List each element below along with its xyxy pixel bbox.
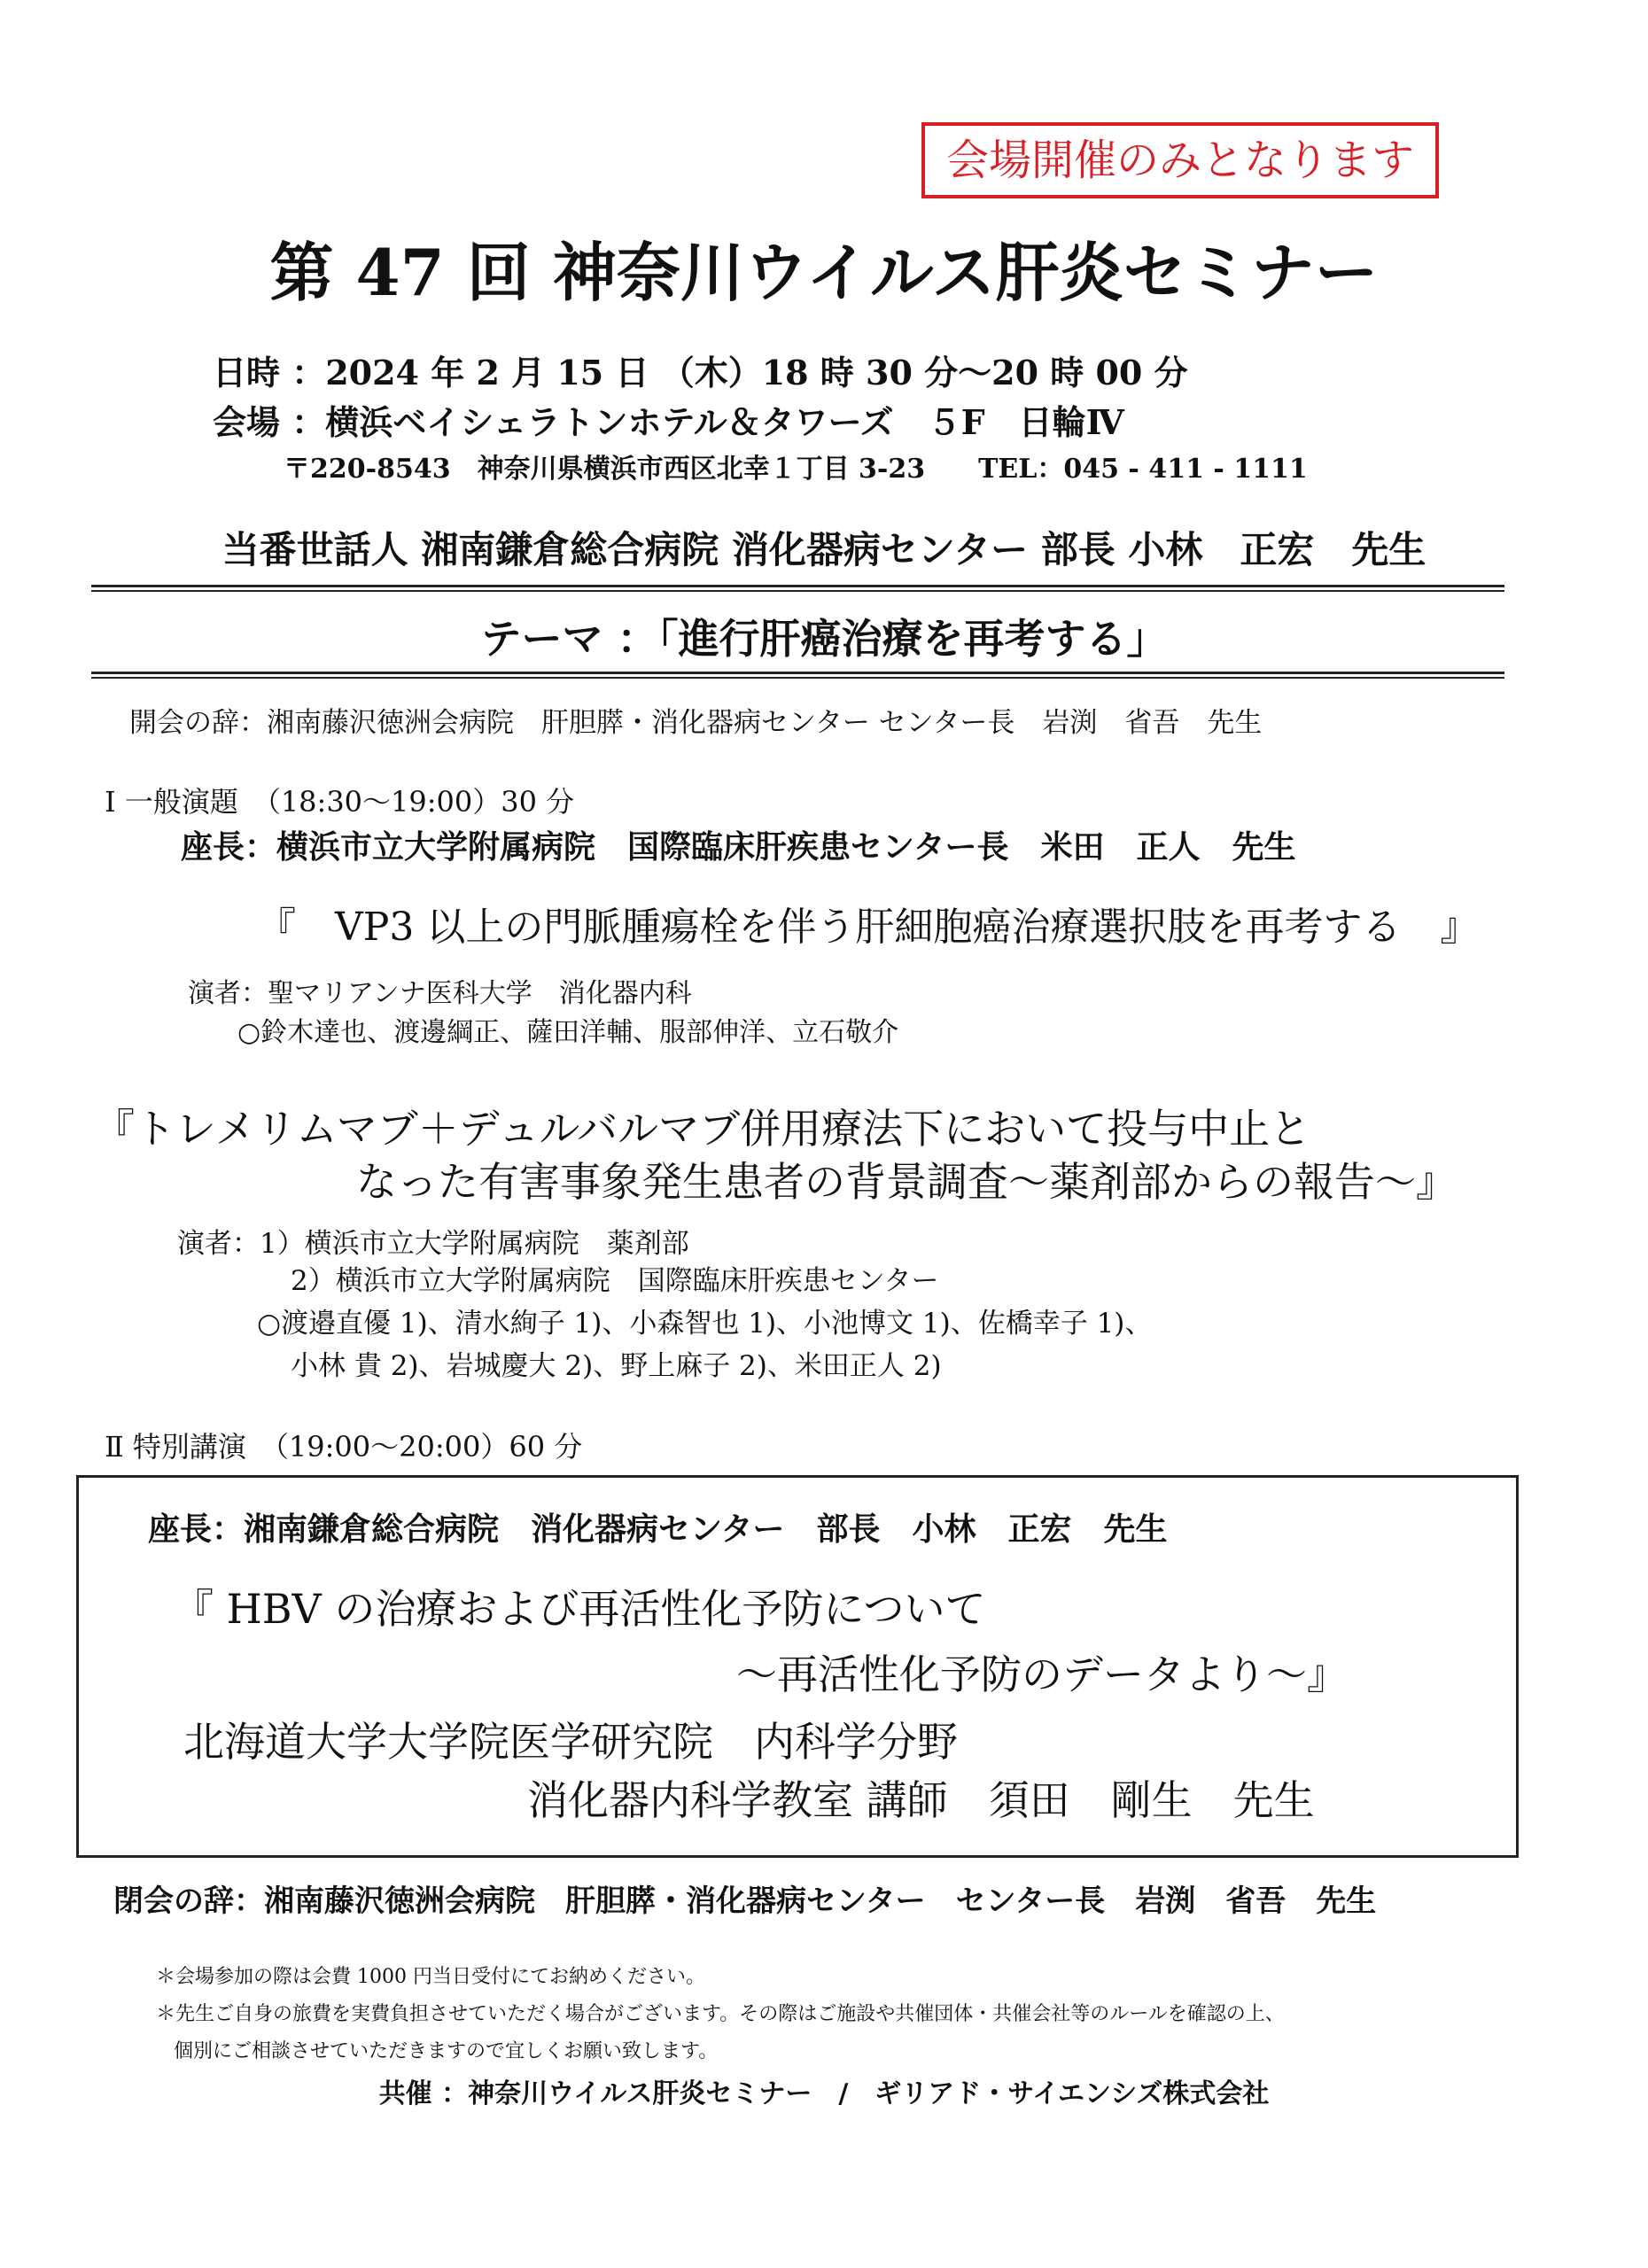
- talk1-speaker-names: ○鈴木達也、渡邊綱正、薩田洋輔、服部伸洋、立石敬介: [237, 1017, 899, 1048]
- special-lecture-speaker-line1: 北海道大学大学院医学研究院 内科学分野: [183, 1718, 958, 1766]
- talk2-speaker-line1: 演者：1）横浜市立大学附属病院 薬剤部: [177, 1228, 689, 1260]
- talk2-title-line2: なった有害事象発生患者の背景調査～薬剤部からの報告～』: [356, 1158, 1457, 1206]
- note-consult: 個別にご相談させていただきますので宜しくお願い致します。: [174, 2040, 719, 2062]
- event-address: 〒220-8543 神奈川県横浜市西区北幸１丁目 3-23 TEL：045 - 411 - 1111: [284, 454, 1308, 485]
- talk2-speaker-line3: ○渡邉直優 1)、清水絢子 1)、小森智也 1)、小池博文 1)、佐橋幸子 1)、: [257, 1308, 1153, 1340]
- cosponsor: 共催 ：神奈川ウイルス肝炎セミナー / ギリアド・サイエンシズ株式会社: [378, 2078, 1270, 2109]
- talk1-title: 『 VP3 以上の門脈腫瘍栓を伴う肝細胞癌治療選択肢を再考する 』: [257, 905, 1480, 950]
- special-lecture-title-line1: 『 HBV の治療および再活性化予防について: [173, 1585, 986, 1633]
- note-fee: ＊会場参加の際は会費 1000 円当日受付にてお納めください。: [156, 1966, 705, 1988]
- divider-bottom: [91, 672, 1504, 679]
- organizer: 当番世話人 湘南鎌倉総合病院 消化器病センター 部長 小林 正宏 先生: [222, 528, 1426, 571]
- section1-chair: 座長：横浜市立大学附属病院 国際臨床肝疾患センター長 米田 正人 先生: [181, 828, 1296, 866]
- section1-heading: Ⅰ 一般演題 （18:30～19:00）30 分: [105, 785, 575, 819]
- talk2-speaker-line2: 2）横浜市立大学附属病院 国際臨床肝疾患センター: [291, 1265, 939, 1297]
- event-date: 日時 ：2024 年 2 月 15 日 （木）18 時 30 分～20 時 00 分: [213, 353, 1188, 392]
- talk2-title-line1: 『トレメリムマブ＋デュルバルマブ併用療法下において投与中止と: [94, 1105, 1311, 1153]
- special-lecture-box: [76, 1475, 1519, 1858]
- venue-only-notice: 会場開催のみとなります: [921, 122, 1439, 198]
- page-title: 第 47 回 神奈川ウイルス肝炎セミナー: [269, 235, 1379, 310]
- opening-remarks: 開会の辞：湘南藤沢徳洲会病院 肝胆膵・消化器病センター センター長 岩渕 省吾 先生: [129, 707, 1263, 739]
- theme: テーマ ：「進行肝癌治療を再考する」: [480, 615, 1168, 663]
- talk1-speaker-affiliation: 演者：聖マリアンナ医科大学 消化器内科: [188, 978, 692, 1009]
- special-lecture-title-line2: ～再活性化予防のデータより～』: [736, 1651, 1348, 1698]
- talk2-speaker-line4: 小林 貴 2)、岩城慶大 2)、野上麻子 2)、米田正人 2): [291, 1350, 942, 1382]
- closing-remarks: 閉会の辞：湘南藤沢徳洲会病院 肝胆膵・消化器病センター センター長 岩渕 省吾 先生: [113, 1884, 1377, 1919]
- section2-chair: 座長：湘南鎌倉総合病院 消化器病センター 部長 小林 正宏 先生: [148, 1511, 1168, 1548]
- divider-top: [91, 585, 1504, 592]
- section2-heading: Ⅱ 特別講演 （19:00～20:00）60 分: [105, 1430, 583, 1464]
- event-venue: 会場 ：横浜ベイシェラトンホテル＆タワーズ ５F 日輪Ⅳ: [213, 402, 1124, 442]
- special-lecture-speaker-line2: 消化器内科学教室 講師 須田 剛生 先生: [527, 1776, 1315, 1824]
- note-travel: ＊先生ご自身の旅費を実費負担させていただく場合がございます。その際はご施設や共催団体・共催会社等のルールを確認の上、: [156, 2003, 1285, 2025]
